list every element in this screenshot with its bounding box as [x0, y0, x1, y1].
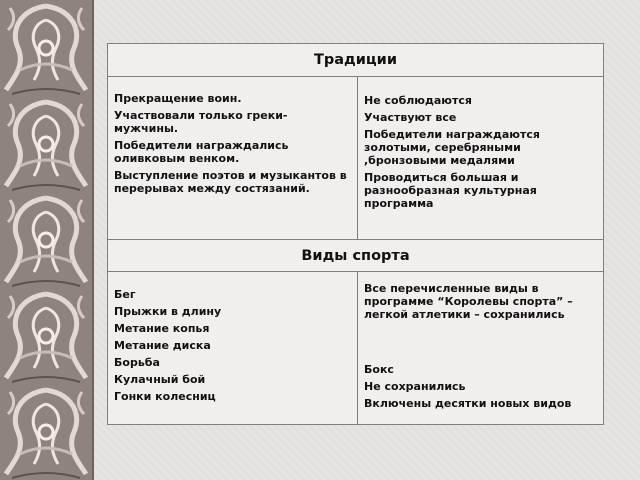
sports-ancient-item: Прыжки в длину — [114, 305, 222, 318]
traditions-modern-cell — [358, 94, 604, 214]
column-divider-top — [357, 77, 358, 239]
sports-title: Виды спорта — [301, 248, 410, 264]
traditions-modern-item: Проводиться большая и разнообразная культурная программа — [364, 171, 537, 210]
sports-header — [108, 240, 603, 272]
traditions-ancient-item: Победители награждались оливковым венком. — [114, 139, 289, 165]
sports-ancient-item: Бег — [114, 288, 136, 301]
traditions-title: Традиции — [314, 52, 397, 68]
comparison-table — [107, 43, 604, 425]
sports-modern-item: Не сохранились — [364, 380, 466, 393]
sports-modern-preserved: Все перечисленные виды в программе “Королевы спорта” – легкой атлетики – сохранились — [364, 282, 573, 321]
sports-ancient-cell — [108, 287, 356, 406]
sports-ancient-item: Метание диска — [114, 339, 211, 352]
column-divider-bottom — [357, 272, 358, 425]
sports-modern-item: Включены десятки новых видов — [364, 397, 572, 410]
traditions-header — [108, 44, 603, 77]
sports-modern-notes — [358, 362, 604, 413]
sports-modern-item: Бокс — [364, 363, 394, 376]
ornament-pattern — [0, 0, 92, 480]
decorative-ornament-border — [0, 0, 92, 480]
sports-ancient-item: Гонки колесниц — [114, 390, 216, 403]
traditions-modern-item: Участвуют все — [364, 111, 457, 124]
sports-ancient-item: Кулачный бой — [114, 373, 206, 386]
traditions-modern-item: Победители награждаются золотыми, серебряными ,бронзовыми медалями — [364, 128, 540, 167]
traditions-ancient-cell — [108, 92, 356, 199]
traditions-ancient-item: Прекращение воин. — [114, 92, 242, 105]
sports-modern-cell — [358, 282, 604, 325]
traditions-ancient-item: Выступление поэтов и музыкантов в перерывах между состязаний. — [114, 169, 347, 195]
traditions-ancient-item: Участвовали только греки-мужчины. — [114, 109, 288, 135]
sports-ancient-item: Борьба — [114, 356, 160, 369]
traditions-modern-item: Не соблюдаются — [364, 94, 472, 107]
sports-ancient-item: Метание копья — [114, 322, 210, 335]
